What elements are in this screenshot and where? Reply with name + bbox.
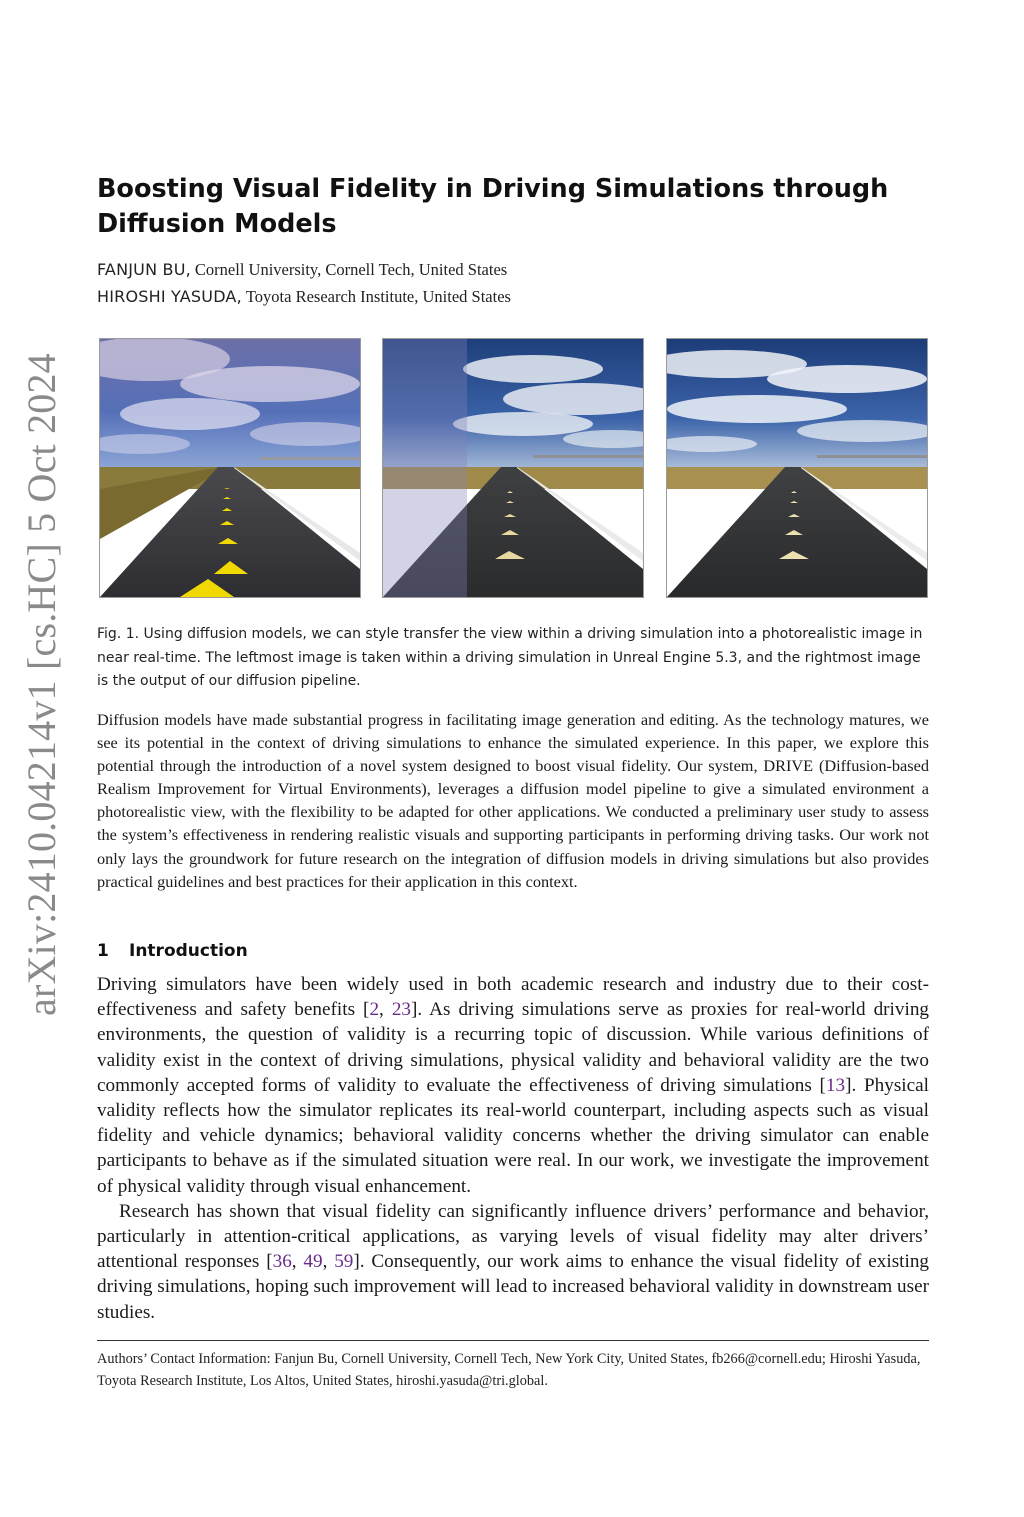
citation-link[interactable]: 23 bbox=[391, 999, 412, 1021]
author-name: HIROSHI YASUDA, bbox=[97, 287, 242, 306]
section-heading bbox=[97, 941, 248, 961]
arxiv-identifier: arXiv:2410.04214v1 [cs.HC] 5 Oct 2024 bbox=[19, 353, 64, 1016]
citation-link[interactable]: 2 bbox=[369, 999, 380, 1021]
photorealistic-driving-image bbox=[667, 339, 927, 597]
text-run: , bbox=[379, 999, 392, 1021]
section-title: Introduction bbox=[129, 941, 248, 961]
text-run: Driving simulators have been widely used in both academic research and industry due to their cost-effectiveness and safety benefits [ bbox=[97, 974, 929, 1021]
citation-link[interactable]: 49 bbox=[303, 1251, 323, 1273]
text-run: , bbox=[291, 1251, 304, 1273]
figure-panel-blended bbox=[382, 338, 644, 598]
section-number: 1 bbox=[97, 941, 109, 961]
text-run: ]. As driving simulations serve as proxies for real-world driving environments, the question of validity is a recurring topic of discussion. While various definitions of validity exist in the context of driving simulations, physical validity and behavioral validity are the two commonly accepted forms of validity to evaluate the effectiveness of driving simulations [ bbox=[97, 999, 930, 1096]
author-name: FANJUN BU, bbox=[97, 260, 191, 279]
figure-1 bbox=[97, 338, 929, 598]
text-run: , bbox=[322, 1251, 335, 1273]
author-affiliation: Toyota Research Institute, United States bbox=[245, 287, 511, 306]
text-run: ]. Physical validity reflects how the simulator replicates its real-world counterpart, including aspects such as visual fidelity and vehicle dynamics; behavioral validity concerns whether the driving simulator can enable participants to behave as if the simulated situation were real. In our work, we investigate the improvement of physical validity through visual enhancement. bbox=[97, 1074, 929, 1197]
paper-title: Boosting Visual Fidelity in Driving Simulations through Diffusion Models bbox=[97, 174, 889, 239]
citation-link[interactable]: 36 bbox=[272, 1251, 292, 1273]
body-text bbox=[97, 972, 929, 1325]
author-line bbox=[97, 286, 511, 309]
figure-panel-simulated bbox=[99, 338, 361, 598]
citation-link[interactable]: 59 bbox=[334, 1251, 354, 1273]
simulated-driving-image bbox=[100, 339, 360, 597]
text-run: Research has shown that visual fidelity can significantly influence drivers’ performance and behavior, particularly in attention-critical applications, as varying levels of visual fidelity may alter drivers’ attentional responses [ bbox=[97, 1200, 929, 1273]
text-run: ]. Consequently, our work aims to enhance the visual fidelity of existing driving simulations, hoping such improvement will lead to increased behavioral validity in downstream user studies. bbox=[97, 1251, 930, 1323]
blended-driving-image bbox=[383, 339, 643, 597]
footnote-divider bbox=[97, 1340, 929, 1341]
author-line bbox=[97, 259, 507, 282]
paragraph bbox=[97, 972, 929, 1199]
paragraph bbox=[97, 1199, 929, 1325]
footnote: Authors’ Contact Information: Fanjun Bu, Cornell University, Cornell Tech, New York City, United States, fb266@cornell.edu; Hiroshi Yasuda, Toyota Research Institute, Los Altos, United States, hiroshi.yasuda@tri.global. bbox=[97, 1351, 921, 1389]
figure-caption: Fig. 1. Using diffusion models, we can style transfer the view within a driving simulation into a photorealistic image in near real-time. The leftmost image is taken within a driving simulation in Unreal Engine 5.3, and the rightmost image is the output of our diffusion pipeline. bbox=[97, 626, 923, 690]
figure-panel-photorealistic bbox=[666, 338, 928, 598]
citation-link[interactable]: 13 bbox=[825, 1074, 846, 1096]
author-affiliation: Cornell University, Cornell Tech, United States bbox=[194, 260, 508, 279]
abstract: Diffusion models have made substantial progress in facilitating image generation and editing. As the technology matures, we see its potential in the context of driving simulations to enhance the simulated experience. In this paper, we explore this potential through the introduction of a novel system designed to boost visual fidelity. Our system, DRIVE (Diffusion-based Realism Improvement for Virtual Environments), leverages a diffusion model pipeline to give a simulated environment a photorealistic view, with the flexibility to be adapted for other applications. We conducted a preliminary user study to assess the system’s effectiveness in rendering realistic visuals and supporting participants in performing driving tasks. Our work not only lays the groundwork for future research on the integration of diffusion models in driving simulations but also provides practical guidelines and best practices for their application in this context. bbox=[97, 710, 929, 891]
